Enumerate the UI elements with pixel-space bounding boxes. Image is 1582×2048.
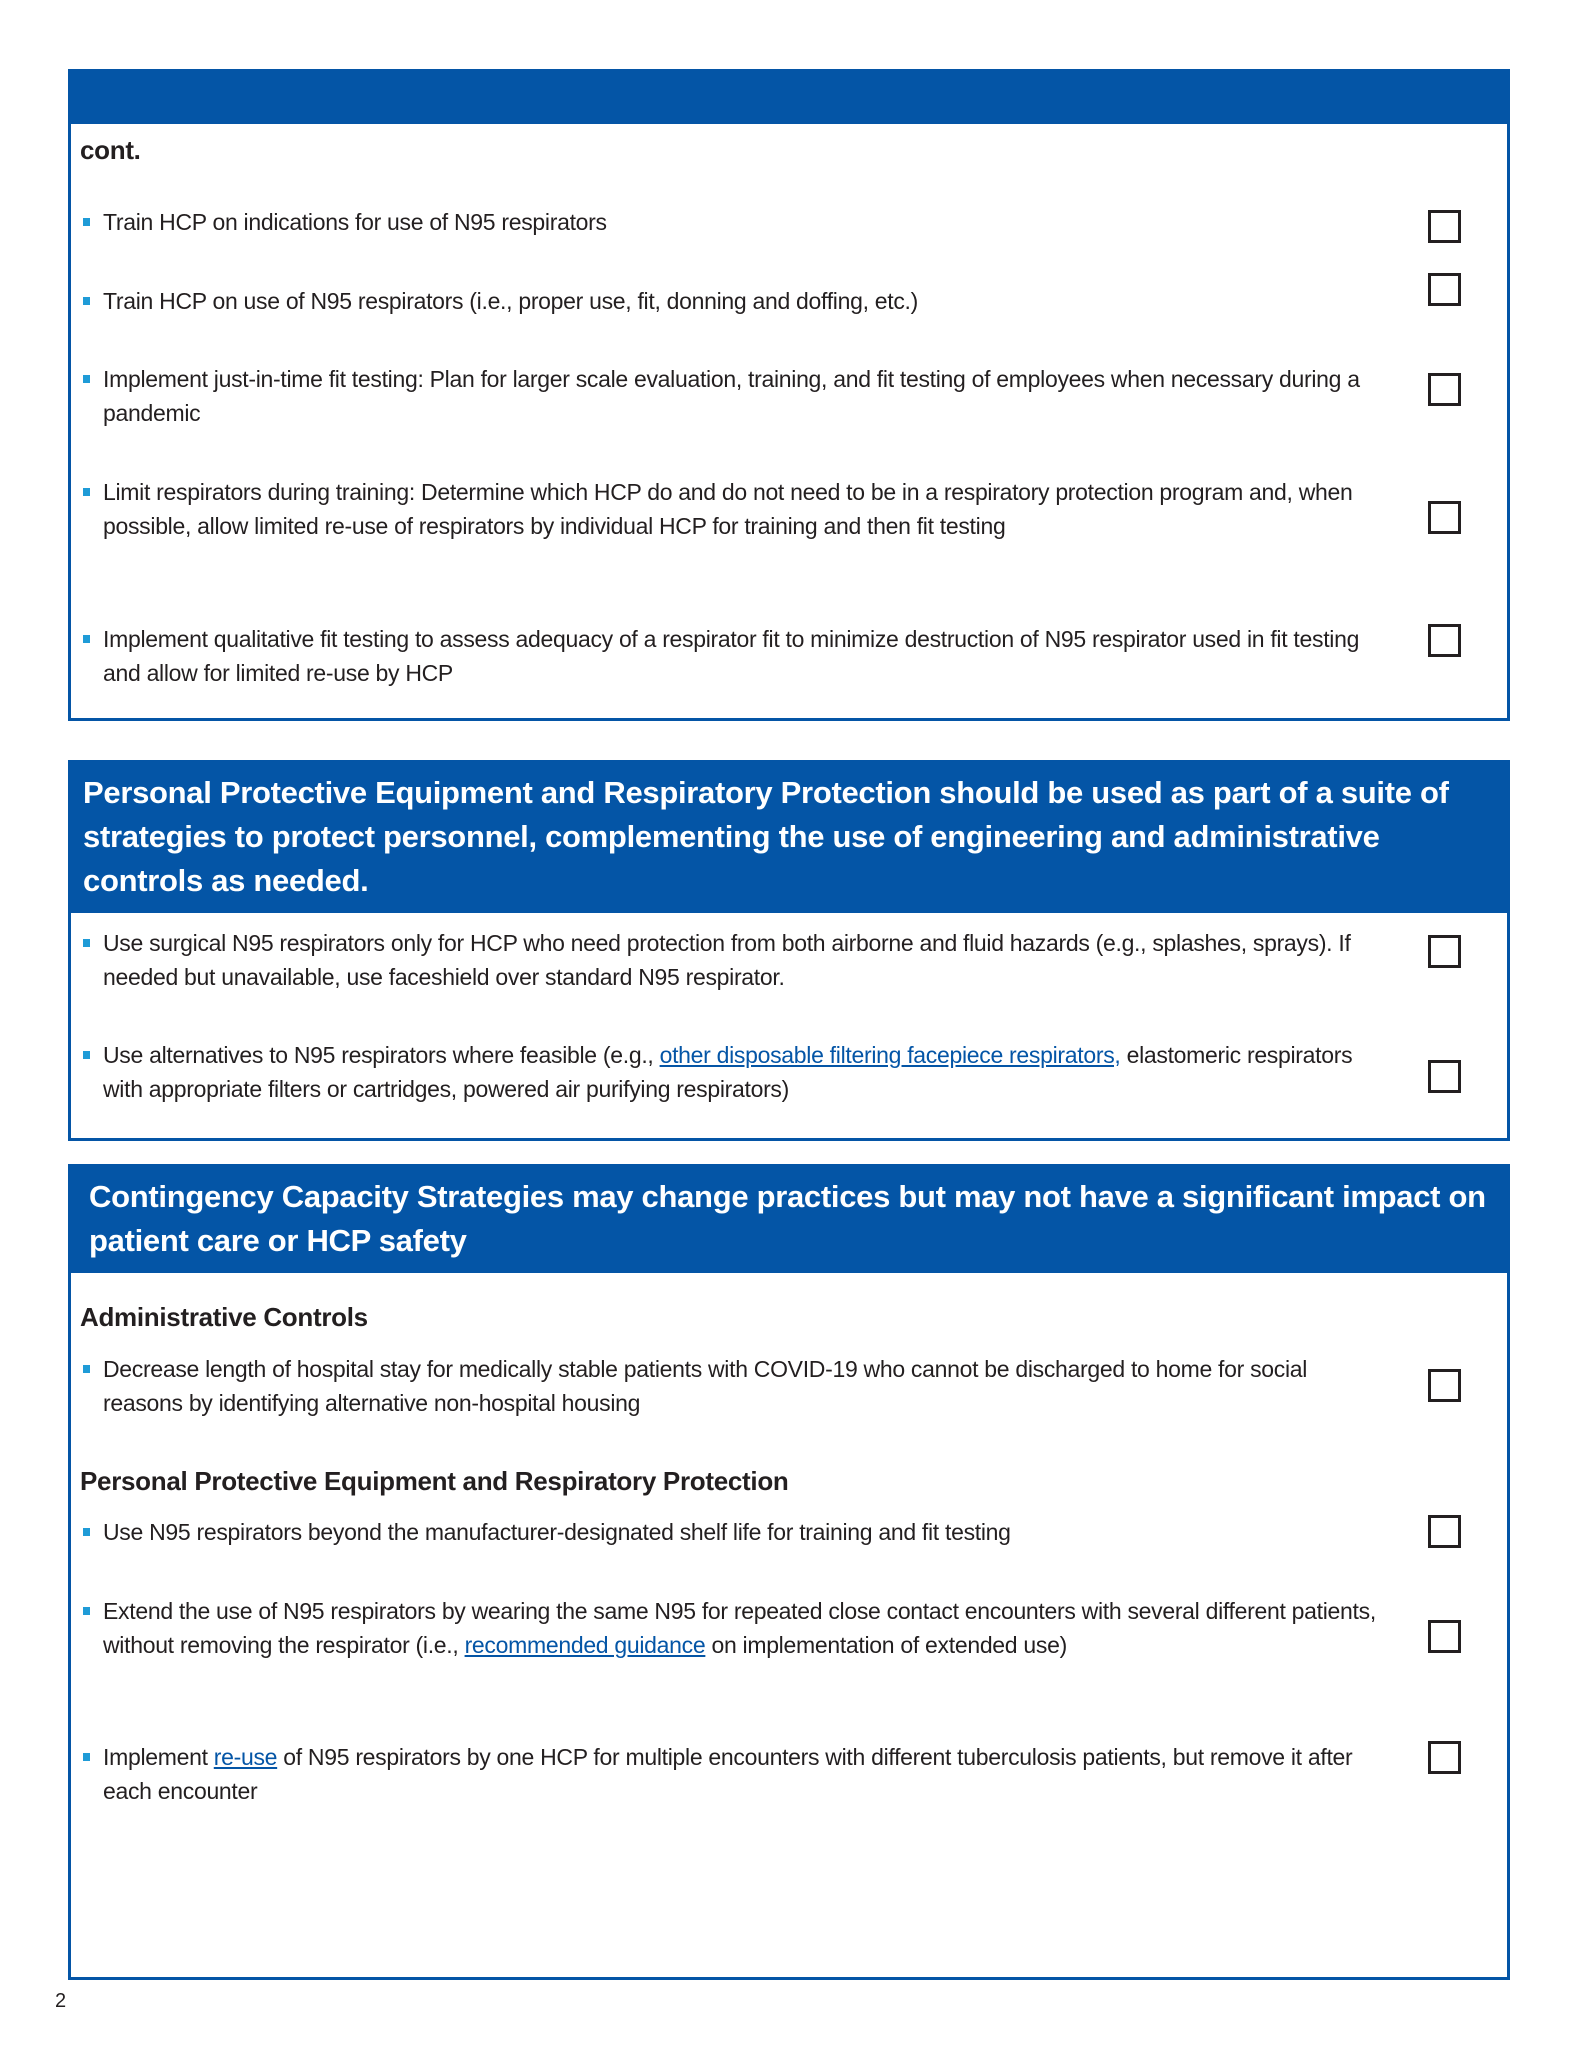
- checkbox[interactable]: [1428, 1060, 1461, 1093]
- bullet-icon: [83, 375, 90, 383]
- item-text: Implement just-in-time fit testing: Plan for larger scale evaluation, training, and fit testing of employees when necessary during a pandemic: [103, 366, 1360, 426]
- checklist-item: [103, 475, 1388, 543]
- item-text: Use alternatives to N95 respirators where feasible (e.g.,: [103, 1042, 660, 1068]
- item-text: Train HCP on use of N95 respirators (i.e., proper use, fit, donning and doffing, etc.): [103, 288, 919, 314]
- checkbox[interactable]: [1428, 1741, 1461, 1774]
- bullet-icon: [83, 297, 90, 305]
- link-recommended-guidance[interactable]: recommended guidance: [464, 1632, 706, 1658]
- item-text: of N95 respirators by one HCP for multiple encounters with different tuberculosis patients, but remove it after each encounter: [103, 1744, 1353, 1804]
- section-header: Contingency Capacity Strategies may change practices but may not have a significant impact on patient care or HCP safety: [71, 1167, 1507, 1273]
- item-text: Use surgical N95 respirators only for HCP who need protection from both airborne and fluid hazards (e.g., splashes, sprays). If needed but unavailable, use faceshield over standard N95 respirator.: [103, 930, 1351, 990]
- checkbox[interactable]: [1428, 1620, 1461, 1653]
- item-text: elastomeric respirators with appropriate filters or cartridges, powered air purifying respirators): [103, 1042, 1353, 1102]
- item-text: Implement qualitative fit testing to assess adequacy of a respirator fit to minimize destruction of N95 respirator used in fit testing and allow for limited re-use by HCP: [103, 626, 1360, 686]
- checkbox[interactable]: [1428, 273, 1461, 306]
- checklist-item: [103, 284, 1388, 318]
- bullet-icon: [83, 488, 90, 496]
- checklist-item: [103, 1515, 1388, 1549]
- subheading-cont: cont.: [80, 135, 141, 165]
- section-header: [71, 72, 1507, 124]
- checklist-item: [103, 1038, 1388, 1106]
- bullet-icon: [83, 1365, 90, 1373]
- checklist-item: [103, 926, 1388, 994]
- checklist-item: [103, 622, 1388, 690]
- checkbox[interactable]: [1428, 501, 1461, 534]
- section-header: Personal Protective Equipment and Respiratory Protection should be used as part of a suite of strategies to protect personnel, complementing the use of engineering and administrative controls as needed.: [71, 763, 1507, 913]
- bullet-icon: [83, 635, 90, 643]
- checkbox[interactable]: [1428, 935, 1461, 968]
- checkbox[interactable]: [1428, 373, 1461, 406]
- bullet-icon: [83, 1607, 90, 1615]
- item-text: Train HCP on indications for use of N95 respirators: [103, 209, 607, 235]
- checklist-item: [103, 1740, 1388, 1808]
- checklist-item: [103, 1352, 1388, 1420]
- checkbox[interactable]: [1428, 210, 1461, 243]
- checkbox[interactable]: [1428, 1515, 1461, 1548]
- checkbox[interactable]: [1428, 1369, 1461, 1402]
- section-contingency: [68, 1164, 1510, 1980]
- item-text: on implementation of extended use): [705, 1632, 1067, 1658]
- checklist-item: [103, 1594, 1388, 1662]
- bullet-icon: [83, 939, 90, 947]
- link-other-ffr[interactable]: other disposable filtering facepiece respirators,: [659, 1042, 1121, 1068]
- item-text: Extend the use of N95 respirators by wearing the same N95 for repeated close contact encounters with several different patients, without removing the respirator (i.e.,: [103, 1598, 1376, 1658]
- bullet-icon: [83, 218, 90, 226]
- checklist-item: [103, 362, 1388, 430]
- subheading-ppe: Personal Protective Equipment and Respiratory Protection: [80, 1466, 789, 1496]
- subheading-admin-controls: Administrative Controls: [80, 1302, 368, 1332]
- bullet-icon: [83, 1528, 90, 1536]
- checkbox[interactable]: [1428, 624, 1461, 657]
- item-text: Implement: [103, 1744, 214, 1770]
- bullet-icon: [83, 1051, 90, 1059]
- item-text: Use N95 respirators beyond the manufacturer-designated shelf life for training and fit testing: [103, 1519, 1011, 1545]
- item-text: Decrease length of hospital stay for medically stable patients with COVID-19 who cannot be discharged to home for social reasons by identifying alternative non-hospital housing: [103, 1356, 1308, 1416]
- item-text: Limit respirators during training: Determine which HCP do and do not need to be in a respiratory protection program and, when possible, allow limited re-use of respirators by individual HCP for training and then fit testing: [103, 479, 1353, 539]
- page-number: 2: [55, 1990, 67, 2012]
- checklist-item: [103, 205, 1388, 239]
- link-re-use[interactable]: re-use: [213, 1744, 278, 1770]
- bullet-icon: [83, 1753, 90, 1761]
